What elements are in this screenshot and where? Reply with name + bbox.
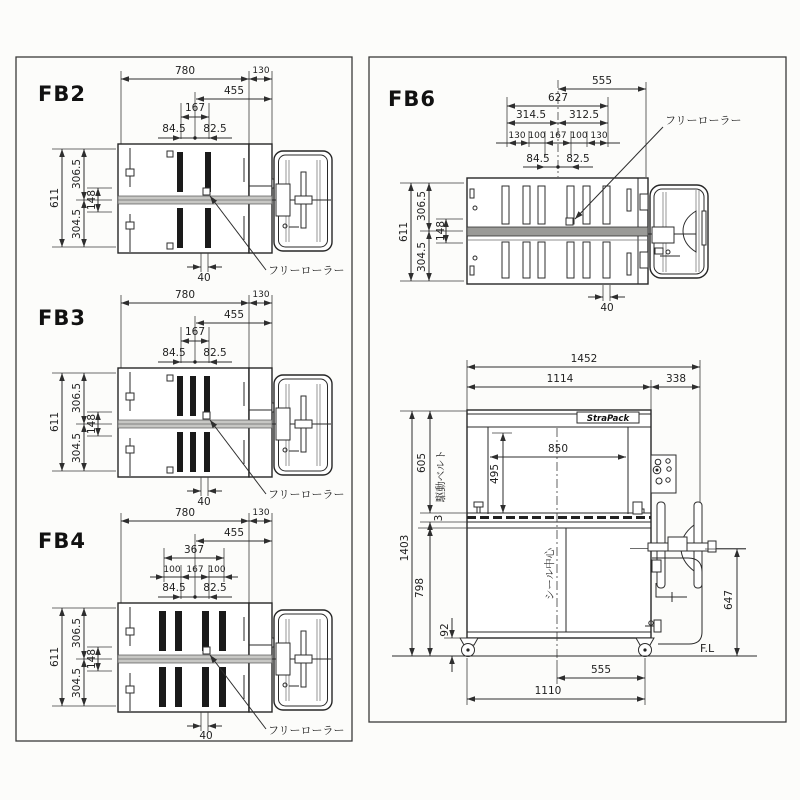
fb6-strap-reel bbox=[648, 185, 708, 278]
fb3-dim-40: 40 bbox=[197, 496, 211, 508]
fb6-dim-314-5: 314.5 bbox=[515, 109, 547, 121]
front-dim-92: 92 bbox=[439, 623, 451, 637]
fb3-free-roller bbox=[203, 412, 210, 419]
floor-label: F.L bbox=[700, 642, 715, 655]
fb6-dim-100-right: 100 bbox=[570, 131, 588, 141]
front-dim-1114: 1114 bbox=[546, 373, 574, 385]
front-dim-1403: 1403 bbox=[399, 534, 411, 562]
fb6-free-roller bbox=[566, 218, 573, 225]
fb6-dim-167: 167 bbox=[549, 131, 567, 141]
fb2-dim-306-5: 306.5 bbox=[71, 158, 83, 190]
fb3-dim-148: 148 bbox=[86, 413, 98, 435]
fb3-dim-167: 167 bbox=[184, 326, 206, 338]
front-control-panel bbox=[651, 455, 676, 493]
fb6-dim-306-5: 306.5 bbox=[416, 190, 428, 222]
caster-left bbox=[460, 638, 478, 657]
fb2-dim-304-5: 304.5 bbox=[71, 208, 83, 240]
fb3-machine-top-view bbox=[118, 368, 332, 477]
fb3-dim-780: 780 bbox=[174, 289, 196, 301]
front-dim-605: 605 bbox=[416, 452, 428, 474]
fb3-dim-130: 130 bbox=[252, 290, 270, 300]
fb3-free-roller-callout: フリーローラー bbox=[268, 488, 345, 501]
fb4-strap-reel bbox=[272, 610, 332, 710]
fb6-dim-100-left: 100 bbox=[528, 131, 546, 141]
fb6-dim-130-left: 130 bbox=[508, 131, 526, 141]
caster-right bbox=[636, 638, 654, 657]
fb6-free-roller-callout: フリーローラー bbox=[665, 114, 742, 127]
seal-center-label: シール中心 bbox=[544, 547, 556, 601]
fb2-dim-82-5: 82.5 bbox=[203, 123, 227, 135]
front-dim-555: 555 bbox=[590, 664, 612, 676]
front-dim-798: 798 bbox=[414, 577, 426, 599]
drive-belt-label: 駆動ベルト bbox=[435, 449, 447, 503]
fb3-title: FB3 bbox=[38, 306, 86, 330]
fb4-dim-455: 455 bbox=[223, 527, 245, 539]
fb2-dim-611: 611 bbox=[49, 187, 61, 209]
fb3-dim-611: 611 bbox=[49, 411, 61, 433]
fb4-dim-306-5: 306.5 bbox=[71, 617, 83, 649]
fb2-dim-40: 40 bbox=[197, 272, 211, 284]
front-dim-338: 338 bbox=[665, 373, 687, 385]
fb2-dim-167: 167 bbox=[184, 102, 206, 114]
fb3-dim-82-5: 82.5 bbox=[203, 347, 227, 359]
fb4-dim-167: 167 bbox=[186, 565, 204, 575]
fb6-dim-304-5: 304.5 bbox=[416, 241, 428, 273]
fb3-dim-84-5: 84.5 bbox=[162, 347, 186, 359]
front-dim-1452: 1452 bbox=[570, 353, 598, 365]
fb4-dim-100-left: 100 bbox=[163, 565, 181, 575]
fb3-dim-455: 455 bbox=[223, 309, 245, 321]
fb6-title: FB6 bbox=[388, 87, 436, 111]
fb3-dim-304-5: 304.5 bbox=[71, 432, 83, 464]
fb2-free-roller bbox=[203, 188, 210, 195]
fb2-title: FB2 bbox=[38, 82, 86, 106]
fb4-dim-780: 780 bbox=[174, 507, 196, 519]
fb6-drawing bbox=[388, 75, 742, 314]
fb4-free-roller bbox=[203, 647, 210, 654]
fb4-drawing bbox=[38, 507, 345, 742]
front-dim-3: 3 bbox=[433, 514, 445, 522]
fb4-dim-304-5: 304.5 bbox=[71, 667, 83, 699]
fb6-machine-top-view bbox=[467, 178, 708, 284]
fb6-dim-84-5: 84.5 bbox=[526, 153, 550, 165]
fb6-dim-130-right: 130 bbox=[590, 131, 608, 141]
fb4-dim-367: 367 bbox=[183, 544, 205, 556]
fb4-dim-130: 130 bbox=[252, 508, 270, 518]
fb2-dim-84-5: 84.5 bbox=[162, 123, 186, 135]
fb6-dim-148: 148 bbox=[435, 220, 447, 242]
fb4-dim-100-right: 100 bbox=[208, 565, 226, 575]
fb4-title: FB4 bbox=[38, 529, 86, 553]
fb2-free-roller-callout: フリーローラー bbox=[268, 264, 345, 277]
strapack-logo: StraPack bbox=[586, 414, 630, 424]
fb4-dim-82-5: 82.5 bbox=[203, 582, 227, 594]
fb6-dim-611: 611 bbox=[398, 221, 410, 243]
fb2-dim-780: 780 bbox=[174, 65, 196, 77]
front-dim-1110: 1110 bbox=[534, 685, 562, 697]
fb2-dim-455: 455 bbox=[223, 85, 245, 97]
fb4-dim-40: 40 bbox=[199, 730, 213, 742]
fb6-front-view bbox=[392, 353, 757, 705]
front-dim-647: 647 bbox=[723, 589, 735, 611]
fb2-dim-148: 148 bbox=[86, 189, 98, 211]
fb4-free-roller-callout: フリーローラー bbox=[268, 724, 345, 737]
fb4-dim-148: 148 bbox=[86, 648, 98, 670]
fb6-dim-40: 40 bbox=[600, 302, 614, 314]
fb6-dim-627: 627 bbox=[547, 92, 569, 104]
fb3-drawing bbox=[38, 289, 345, 508]
fb4-dim-611: 611 bbox=[49, 646, 61, 668]
front-dim-495: 495 bbox=[489, 463, 501, 485]
fb4-dim-84-5: 84.5 bbox=[162, 582, 186, 594]
front-dim-850: 850 bbox=[547, 443, 569, 455]
fb2-drawing bbox=[38, 65, 345, 284]
fb6-dim-82-5: 82.5 bbox=[566, 153, 590, 165]
fb6-dim-312-5: 312.5 bbox=[568, 109, 600, 121]
fb3-dim-306-5: 306.5 bbox=[71, 382, 83, 414]
fb2-machine-top-view bbox=[118, 144, 332, 253]
fb2-dim-130: 130 bbox=[252, 66, 270, 76]
fb6-dim-555: 555 bbox=[591, 75, 613, 87]
fb4-machine-top-view bbox=[118, 603, 332, 712]
fb3-strap-reel bbox=[272, 375, 332, 475]
fb2-strap-reel bbox=[272, 151, 332, 251]
